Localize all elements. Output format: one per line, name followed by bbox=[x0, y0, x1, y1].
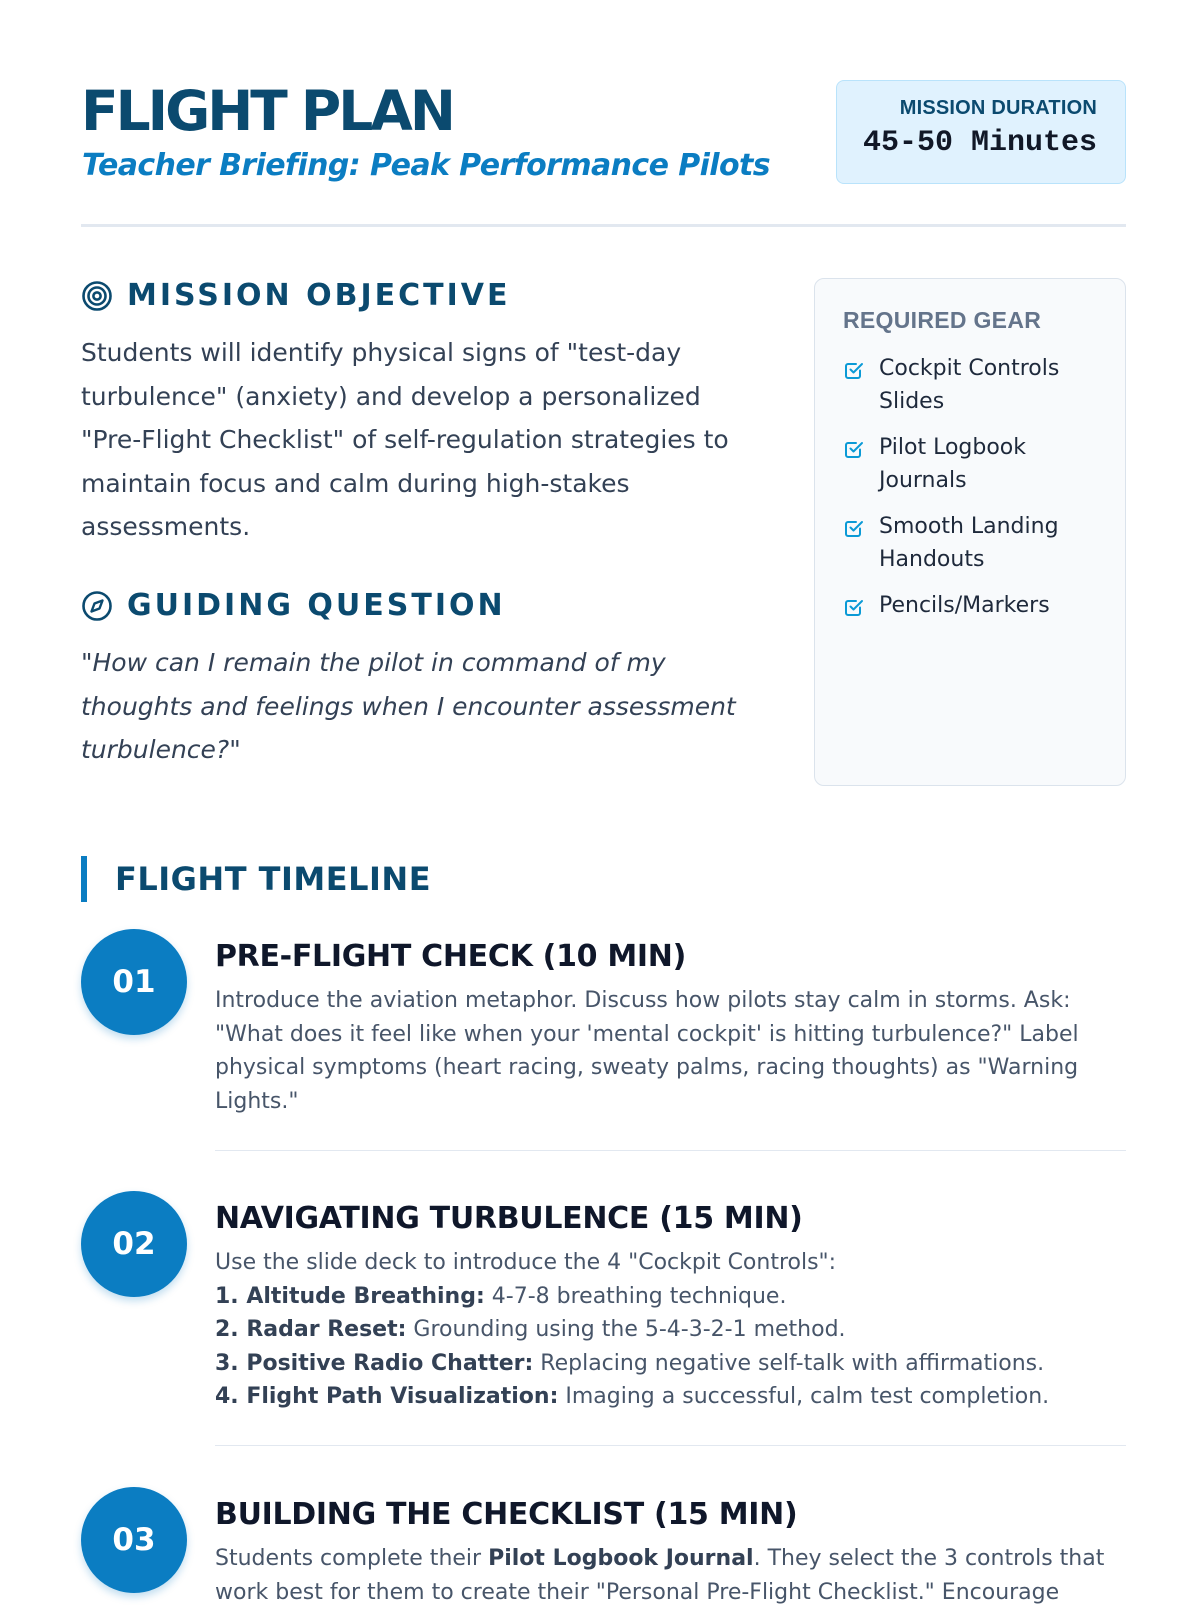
control-detail: Replacing negative self-talk with affirmations. bbox=[540, 1350, 1045, 1376]
gear-item-label: Smooth Landing Handouts bbox=[879, 514, 1059, 572]
step-number-badge: 02 bbox=[81, 1191, 187, 1297]
guiding-question-heading bbox=[81, 588, 506, 623]
step-description: Introduce the aviation metaphor. Discuss how pilots stay calm in storms. Ask: "What does it feel like when your 'mental cockpit' is hitting turbulence?" Label physical symptoms (heart racing, sweaty palms, racing thoughts) as "Warning Lights." bbox=[215, 988, 1079, 1114]
gear-item bbox=[843, 589, 1125, 622]
control-detail: 4-7-8 breathing technique. bbox=[491, 1283, 787, 1309]
step-number-badge: 03 bbox=[81, 1487, 187, 1593]
step-title: BUILDING THE CHECKLIST (15 MIN) bbox=[215, 1497, 798, 1532]
step-divider bbox=[215, 1150, 1126, 1151]
gear-item-label: Cockpit Controls Slides bbox=[879, 356, 1060, 414]
required-gear-title: REQUIRED GEAR bbox=[843, 307, 1042, 333]
guiding-question-text: "How can I remain the pilot in command of my thoughts and feelings when I encounter assessment turbulence?" bbox=[81, 648, 736, 764]
checkbox-checked-icon bbox=[843, 359, 865, 381]
gear-item bbox=[843, 510, 1125, 576]
step-description bbox=[215, 1246, 1126, 1414]
target-icon bbox=[81, 280, 113, 312]
control-name: 4. Flight Path Visualization: bbox=[215, 1384, 559, 1409]
gear-list bbox=[843, 352, 1125, 622]
mission-duration-card bbox=[836, 80, 1126, 184]
lesson-plan-page bbox=[81, 0, 1126, 1605]
step-content bbox=[215, 1487, 1126, 1609]
step-intro: Use the slide deck to introduce the 4 "Cockpit Controls": bbox=[215, 1250, 837, 1275]
control-detail: Grounding using the 5-4-3-2-1 method. bbox=[413, 1317, 846, 1342]
flight-timeline-heading bbox=[81, 856, 431, 902]
step-title: PRE-FLIGHT CHECK (10 MIN) bbox=[215, 939, 687, 974]
gear-item bbox=[843, 431, 1125, 497]
mission-objective-heading bbox=[81, 278, 510, 313]
step-content bbox=[215, 1191, 1126, 1414]
page-subtitle: Teacher Briefing: Peak Performance Pilots bbox=[82, 148, 770, 183]
control-name: 3. Positive Radio Chatter: bbox=[215, 1350, 534, 1376]
page-title: FLIGHT PLAN bbox=[81, 79, 453, 143]
mission-objective-title: MISSION OBJECTIVE bbox=[127, 278, 511, 313]
control-name: 1. Altitude Breathing: bbox=[215, 1283, 485, 1309]
step-divider bbox=[215, 1445, 1126, 1446]
control-item bbox=[215, 1313, 1126, 1347]
flight-timeline-title: FLIGHT TIMELINE bbox=[115, 860, 432, 898]
step-content bbox=[215, 929, 1126, 1118]
checkbox-checked-icon bbox=[843, 438, 865, 460]
gear-item-label: Pencils/Markers bbox=[879, 593, 1050, 618]
mission-objective-text: Students will identify physical signs of "test-day turbulence" (anxiety) and develop a personalized "Pre-Flight Checklist" of self-regulation strategies to maintain focus and calm during high-stakes assessments. bbox=[81, 338, 729, 541]
desc-before: Students complete their bbox=[215, 1546, 482, 1571]
checkbox-checked-icon bbox=[843, 517, 865, 539]
desc-after: . They select the 3 controls that work best for them to create their "Personal Pre-Flight Checklist." Encourage bbox=[215, 1546, 1105, 1605]
gear-item-label: Pilot Logbook Journals bbox=[879, 435, 1027, 493]
desc-bold: Pilot Logbook Journal bbox=[488, 1546, 754, 1571]
control-name: 2. Radar Reset: bbox=[215, 1317, 407, 1342]
required-gear-card bbox=[814, 278, 1126, 786]
checkbox-checked-icon bbox=[843, 596, 865, 618]
step-description bbox=[215, 1542, 1126, 1609]
control-item bbox=[215, 1380, 1126, 1414]
control-detail: Imaging a successful, calm test completion. bbox=[565, 1384, 1050, 1409]
guiding-question-title: GUIDING QUESTION bbox=[127, 588, 506, 623]
compass-icon bbox=[81, 590, 113, 622]
control-item bbox=[215, 1280, 1126, 1314]
gear-item bbox=[843, 352, 1125, 418]
duration-label: MISSION DURATION bbox=[899, 97, 1097, 119]
step-number-badge: 01 bbox=[81, 929, 187, 1035]
control-item bbox=[215, 1347, 1126, 1381]
duration-value: 45-50 Minutes bbox=[862, 126, 1097, 160]
header bbox=[81, 80, 1126, 227]
step-title: NAVIGATING TURBULENCE (15 MIN) bbox=[215, 1201, 803, 1236]
